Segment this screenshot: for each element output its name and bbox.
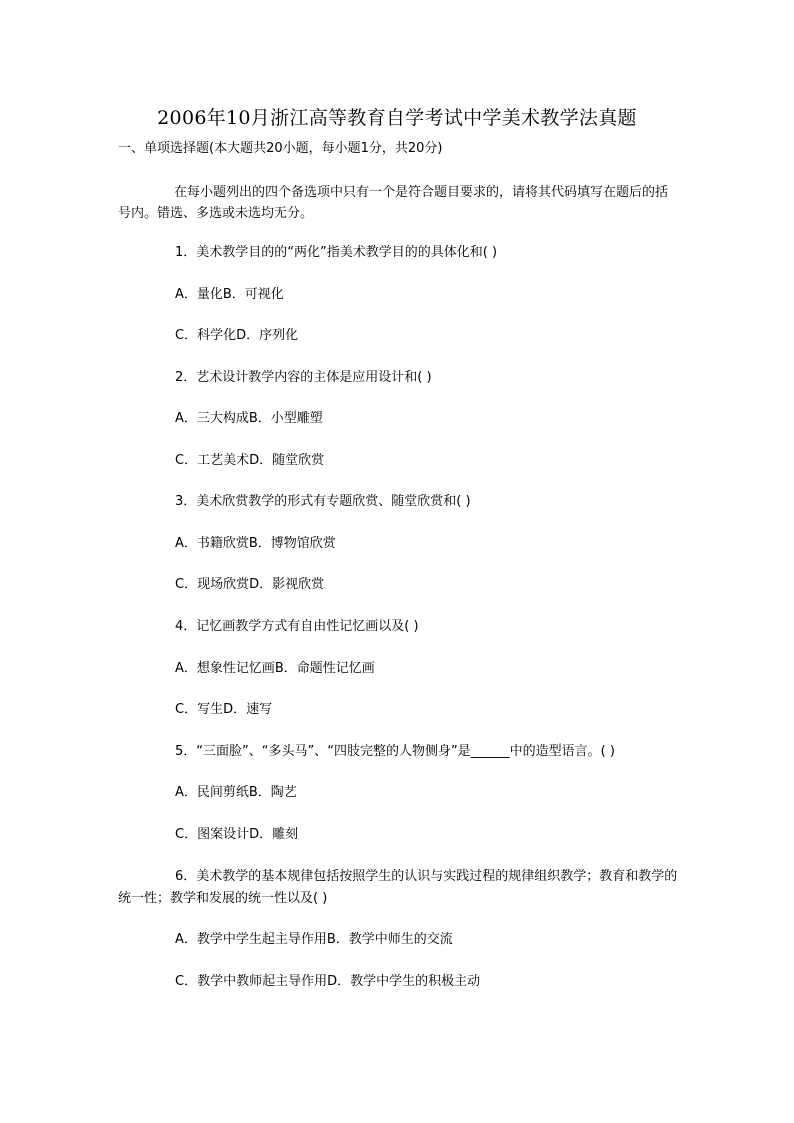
question-6-stem: 6．美术教学的基本规律包括按照学生的认识与实践过程的规律组织教学；教育和教学的统一性；教学和发展的统一性以及( )	[118, 869, 678, 906]
question-4-stem: 4．记忆画教学方式有自由性记忆画以及( )	[175, 619, 419, 634]
question-3-options-cd: C．现场欣赏D．影视欣赏	[175, 577, 325, 592]
question-3-stem: 3．美术欣赏教学的形式有专题欣赏、随堂欣赏和( )	[175, 494, 471, 509]
question-2-options-ab: A．三大构成B．小型雕塑	[175, 411, 323, 426]
question-5-stem: 5．“三面脸”、“多头马”、“四肢完整的人物侧身”是______中的造型语言。( )	[175, 744, 615, 759]
question-4-options-cd: C．写生D．速写	[175, 702, 273, 717]
question-1-options-cd: C．科学化D．序列化	[175, 328, 299, 343]
question-1-stem: 1．美术教学目的的“两化”指美术教学目的的具体化和( )	[175, 245, 498, 260]
question-2-stem: 2．艺术设计教学内容的主体是应用设计和( )	[175, 370, 432, 385]
question-6-options-cd: C．教学中教师起主导作用D．教学中学生的积极主动	[175, 974, 481, 989]
question-5-options-cd: C．图案设计D．雕刻	[175, 827, 299, 842]
document-title: 2006年10月浙江高等教育自学考试中学美术教学法真题	[157, 107, 637, 129]
question-3-options-ab: A．书籍欣赏B．博物馆欣赏	[175, 536, 336, 551]
question-5-options-ab: A．民间剪纸B．陶艺	[175, 785, 297, 800]
section-heading: 一、单项选择题(本大题共20小题，每小题1分，共20分)	[118, 141, 443, 156]
question-1-options-ab: A．量化B．可视化	[175, 287, 284, 302]
instructions-paragraph: 在每小题列出的四个备选项中只有一个是符合题目要求的，请将其代码填写在题后的括号内。错选、多选或未选均无分。	[118, 185, 669, 221]
question-4-options-ab: A．想象性记忆画B．命题性记忆画	[175, 661, 375, 676]
question-2-options-cd: C．工艺美术D．随堂欣赏	[175, 453, 325, 468]
question-6-options-ab: A．教学中学生起主导作用B．教学中师生的交流	[175, 932, 453, 947]
